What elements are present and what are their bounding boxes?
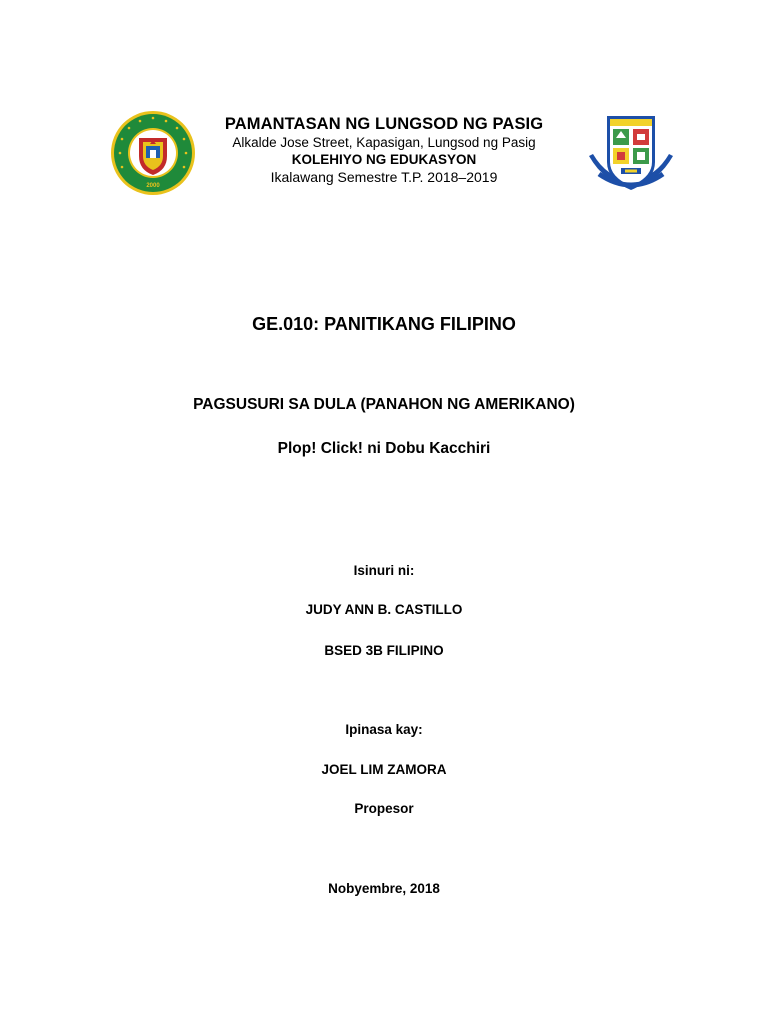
- submitted-to-label: Ipinasa kay:: [345, 722, 423, 737]
- student-course: BSED 3B FILIPINO: [324, 643, 444, 658]
- analyzed-by-label: Isinuri ni:: [353, 563, 415, 578]
- svg-text:2000: 2000: [146, 183, 160, 189]
- student-name: JUDY ANN B. CASTILLO: [305, 602, 463, 617]
- university-seal-icon: [110, 110, 196, 196]
- professor-name: JOEL LIM ZAMORA: [321, 762, 447, 777]
- course-title: GE.010: PANITIKANG FILIPINO: [252, 314, 516, 334]
- professor-title: Propesor: [354, 801, 414, 816]
- play-title: Plop! Click! ni Dobu Kacchiri: [277, 440, 491, 457]
- university-name: PAMANTASAN NG LUNGSOD NG PASIG: [224, 115, 544, 133]
- college-of-education-seal-icon: [585, 112, 677, 204]
- university-address: Alkalde Jose Street, Kapasigan, Lungsod ng Pasig: [232, 135, 536, 150]
- submission-date: Nobyembre, 2018: [328, 881, 440, 896]
- header-block: [200, 114, 568, 186]
- report-subtitle: PAGSUSURI SA DULA (PANAHON NG AMERIKANO): [193, 396, 575, 413]
- semester-line: Ikalawang Semestre T.P. 2018–2019: [270, 169, 498, 185]
- college-name: KOLEHIYO NG EDUKASYON: [291, 152, 477, 167]
